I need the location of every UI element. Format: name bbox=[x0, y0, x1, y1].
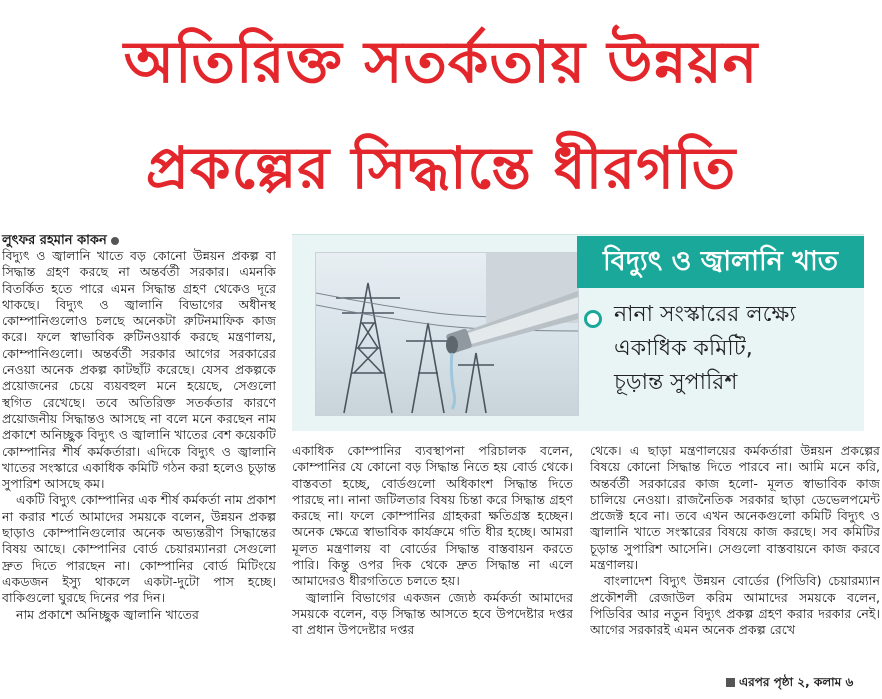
article-column-3 bbox=[590, 443, 880, 678]
bullet-circle-icon bbox=[584, 310, 602, 328]
column-1-paragraph-3: নাম প্রকাশে অনিচ্ছুক জ্বালানি খাতের bbox=[16, 606, 199, 622]
sidebar-box-title: বিদ্যুৎ ও জ্বালানি খাত bbox=[577, 236, 864, 288]
sidebar-box-line-3: চূড়ান্ত সুপারিশ bbox=[614, 370, 738, 395]
power-pylon-nozzle-illustration bbox=[316, 253, 578, 415]
column-1-paragraph-1: বিদ্যুৎ ও জ্বালানি খাতে বড় কোনো উন্নয়ন প্রকল্প বা সিদ্ধান্ত গ্রহণ করছে না অন্তর্বর্তী সরকার। এমনকি বিতর্কিত হতে পারে এমন সিদ্ধান্ত গ্রহণ থেকেও দূরে থাকছে। বিদ্যুৎ ও জ্বালানি বিভাগের অধীনস্থ কোম্পানিগুলোও চলছে অনেকটা রুটিনমাফিক কাজ করে। ফলে স্বাভাবিক রুটিনওয়ার্ক করছে মন্ত্রণালয়, কোম্পানিগুলো। অন্তর্বর্তী সরকার আগের সরকারের নেওয়া অনেক প্রকল্প কাটছাঁট করেছে। যেসব প্রকল্পকে প্রয়োজনের চেয়ে ব্যয়বহুল মনে হয়েছে, সেগুলো স্থগিত রেখেছে। তবে অতিরিক্ত সতর্কতার কারণে প্রয়োজনীয় সিদ্ধান্তও আসছে না বলে মনে করছেন নাম প্রকাশে অনিচ্ছুক বিদ্যুৎ ও জ্বালানি খাতের বেশ কয়েকটি কোম্পানির শীর্ষ কর্মকর্তারা। এদিকে বিদ্যুৎ ও জ্বালানি খাতের সংস্কারে একাধিক কমিটি গঠন করা হলেও চূড়ান্ত সুপারিশ আসছে কম। bbox=[2, 248, 276, 492]
headline-line-2: প্রকল্পের সিদ্ধান্তে ধীরগতি bbox=[145, 134, 737, 202]
column-2-paragraph-2: জ্বালানি বিভাগের একজন জ্যেষ্ঠ কর্মকর্তা আমাদের সময়কে বলেন, বড় সিদ্ধান্ত আসতে হবে উপদেষ্টার দপ্তর বা প্রধান উপদেষ্টার দপ্তর bbox=[292, 589, 573, 638]
column-3-paragraph-1: থেকে। এ ছাড়া মন্ত্রণালয়ের কর্মকর্তারা উন্নয়ন প্রকল্পের বিষয়ে কোনো সিদ্ধান্ত দিতে পারবে না। আমি মনে করি, অন্তর্বর্তী সরকারের কাজ হলো- মূলত স্বাভাবিক কাজ চালিয়ে নেওয়া। রাজনৈতিক সরকার ছাড়া ডেভেলপমেন্ট প্রজেক্ট হবে না। তবে এখন অনেকগুলো কমিটি বিদ্যুৎ ও জ্বালানি খাতে সংস্কারের বিষয়ে কাজ করছে। সব কমিটির চূড়ান্ত সুপারিশ আসেনি। সেগুলো বাস্তবায়নে কাজ করবে মন্ত্রণালয়। bbox=[590, 443, 880, 573]
square-bullet-icon bbox=[726, 678, 735, 687]
continued-text: এরপর পৃষ্ঠা ২, কলাম ৬ bbox=[739, 675, 854, 689]
article-column-2 bbox=[292, 443, 573, 699]
power-fuel-photo bbox=[315, 252, 579, 416]
sidebar-box-line-1: নানা সংস্কারের লক্ষ্যে bbox=[614, 302, 796, 327]
sidebar-box-line-2: একাধিক কমিটি, bbox=[614, 336, 753, 361]
column-3-paragraph-2: বাংলাদেশ বিদ্যুৎ উন্নয়ন বোর্ডের (পিডিবি) চেয়ারম্যান প্রকৌশলী রেজাউল করিম আমাদের সময়কে বলেন, পিডিবির আর নতুন বিদ্যুৎ প্রকল্প গ্রহণ করার দরকার নেই। আগের সরকারই এমন অনেক প্রকল্প রেখে bbox=[590, 573, 880, 638]
byline-text: লুৎফর রহমান কাকন bbox=[2, 233, 107, 248]
byline-dot-icon bbox=[111, 237, 119, 245]
column-2-paragraph-1: একাধিক কোম্পানির ব্যবস্থাপনা পরিচালক বলেন, কোম্পানির যে কোনো বড় সিদ্ধান্ত নিতে হয় বোর্ড থেকে। বাস্তবতা হচ্ছে, বোর্ডগুলো অধিকাংশ সিদ্ধান্ত দিতে পারছে না। নানা জটিলতার বিষয় চিন্তা করে সিদ্ধান্ত গ্রহণ করছে না। ফলে কোম্পানির গ্রাহকরা ক্ষতিগ্রস্ত হচ্ছেন। অনেক ক্ষেত্রে স্বাভাবিক কার্যক্রমে গতি ধীর হচ্ছে। আমরা মূলত মন্ত্রণালয় বা বোর্ডের সিদ্ধান্ত বাস্তবায়ন করতে পারি। কিন্তু ওপর দিক থেকে দ্রুত সিদ্ধান্ত না এলে আমাদেরও ধীরগতিতে চলতে হয়। bbox=[292, 443, 573, 589]
continued-on-page-note bbox=[726, 674, 853, 694]
sidebar-box-text bbox=[614, 298, 864, 400]
article-column-1 bbox=[2, 248, 276, 699]
headline-line-1: অতিরিক্ত সতর্কতায় উন্নয়ন bbox=[123, 28, 759, 96]
column-1-paragraph-2: একটি বিদ্যুৎ কোম্পানির এক শীর্ষ কর্মকর্তা নাম প্রকাশ না করার শর্তে আমাদের সময়কে বলেন, উন্নয়ন প্রকল্প ছাড়াও কোম্পানিগুলোর অনেক অভ্যন্তরীণ সিদ্ধান্তের বিষয় আছে। কোম্পানির বোর্ড চেয়ারম্যানরা সেগুলো দ্রুত দিতে পারছেন না। কোম্পানির বোর্ড মিটিংয়ে একডজন ইস্যু থাকলে একটা-দুটো পাস হচ্ছে। বাকিগুলো ঘুরছে দিনের পর দিন। bbox=[2, 492, 276, 606]
